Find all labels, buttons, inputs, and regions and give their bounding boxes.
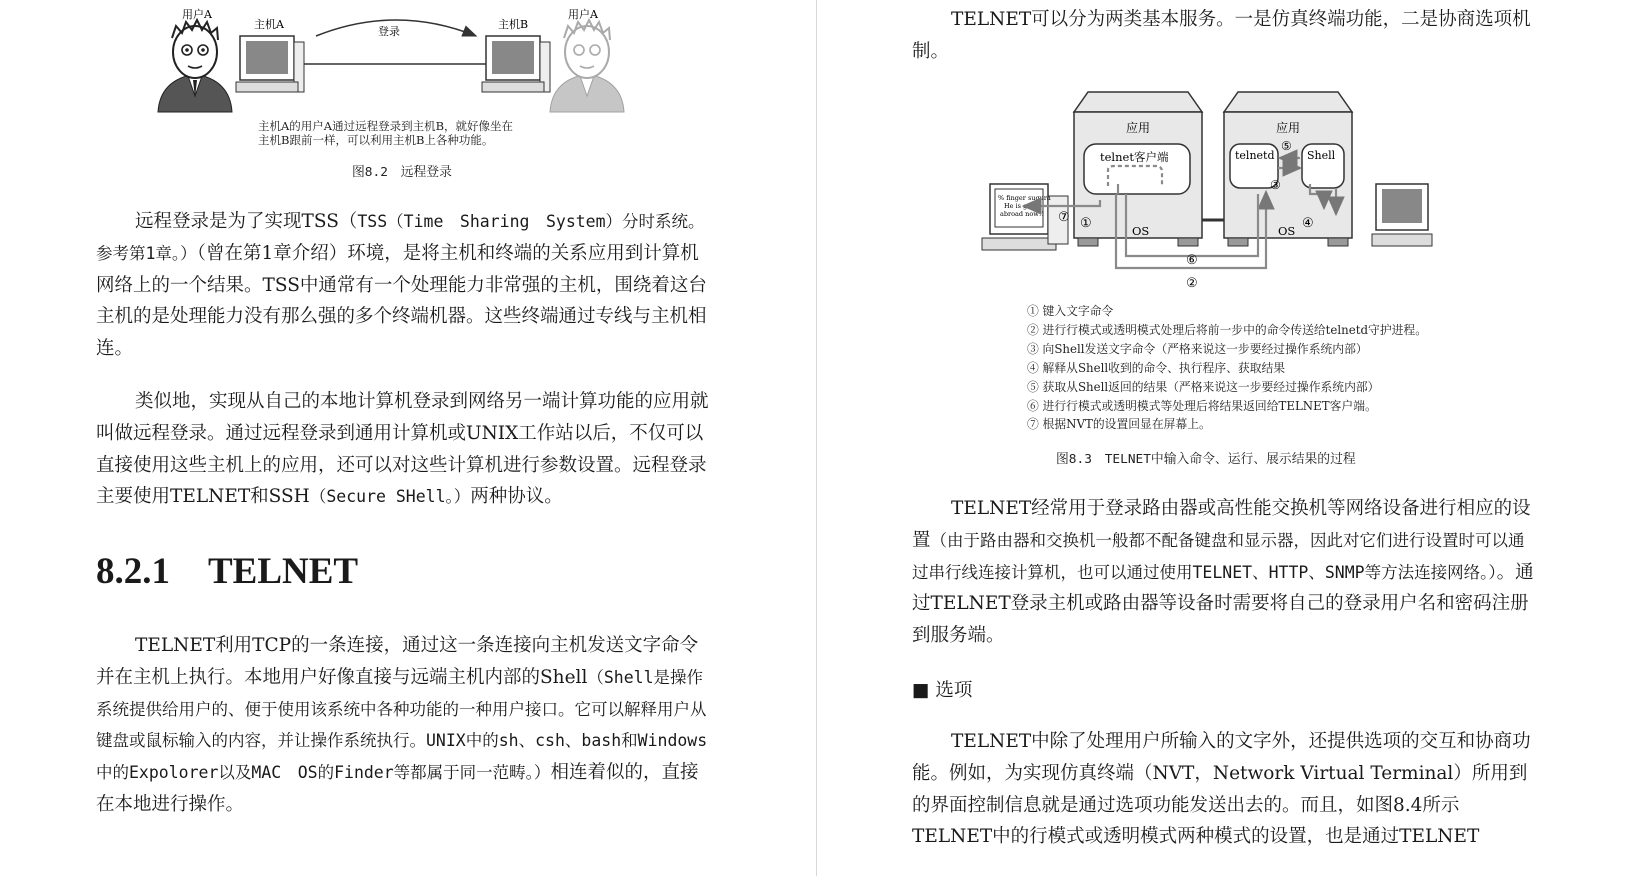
section-heading bbox=[96, 550, 358, 593]
label-app-left: 应用 bbox=[1126, 121, 1151, 135]
screen-line-1: % finger sugura bbox=[998, 194, 1051, 202]
user-a-icon bbox=[158, 20, 232, 112]
section-number: 8.2.1 bbox=[96, 551, 170, 592]
label-host-b: 主机B bbox=[498, 18, 529, 31]
para1-footnote: TSS（Time Sharing System）分时系统。参考第1章。） bbox=[96, 212, 705, 263]
para-usage-footnote: （由于路由器和交换机一般都不配备键盘和显示器，因此对它们进行设置时可以通过串行线连接计算机，也可以通过使用TELNET、HTTP、SNMP等方法连接网络。） bbox=[912, 530, 1525, 582]
step-marker-4: ④ bbox=[1302, 216, 1314, 231]
note-line-1: 主机A的用户A通过远程登录到主机B，就好像坐在 bbox=[258, 119, 514, 133]
figure-8-3-steps bbox=[1027, 302, 1427, 434]
step-marker-3: ③ bbox=[1270, 178, 1281, 192]
para2-footnote: （Secure SHell。） bbox=[309, 487, 471, 507]
page-divider bbox=[816, 0, 817, 876]
host-b-computer-icon bbox=[482, 36, 550, 92]
step-item: ② 进行行模式或透明模式处理后将前一步中的命令传送给telnetd守护进程。 bbox=[1027, 322, 1428, 337]
figure-8-2-caption: 图8.2 远程登录 bbox=[352, 165, 452, 180]
para3-footnote: （Shell是操作系统提供给用户的、便于使用该系统中各种功能的一种用户接口。它可以解释用户从键盘或鼠标输入的内容，并让操作系统执行。UNIX中的sh、csh、bash和Windows中的Expolorer以及MAC OS的Finder等都属于同一范畴。） bbox=[96, 667, 708, 783]
para2-text-a: 类似地，实现从自己的本地计算机登录到网络另一端计算功能的应用就叫做远程登录。通过远程登录到通用计算机或UNIX工作站以后，不仅可以直接使用这些主机上的应用，还可以对这些计算机进行参数设置。远程登录主要使用TELNET和SSH bbox=[96, 391, 709, 508]
label-app-right: 应用 bbox=[1276, 121, 1301, 135]
figure-8-3-caption: 图8.3 TELNET中输入命令、运行、展示结果的过程 bbox=[1056, 452, 1356, 467]
paragraph-remote-login-tss bbox=[96, 206, 716, 365]
screen-line-2: He is going bbox=[1004, 202, 1042, 210]
step-item: ⑥ 进行行模式或透明模式等处理后将结果返回给TELNET客户端。 bbox=[1027, 398, 1377, 413]
step-marker-6: ⑥ bbox=[1186, 253, 1198, 268]
subheading-options: ■ 选项 bbox=[912, 680, 973, 701]
paragraph-telnet-options: TELNET中除了处理用户所输入的文字外，还提供选项的交互和协商功能。例如，为实现仿真终端（NVT，Network Virtual Terminal）所用到的界面控制信息就是通过选项功能发送出去的。而且，如图8.4所示TELNET中的行模式或透明模式两种模式的设置，也是通过TELNET bbox=[912, 731, 1531, 848]
host-a-computer-icon bbox=[236, 36, 304, 92]
para-usage-text-c: 。通过TELNET登录主机或路由器等设备时需要将自己的登录用户名和密码注册到服务端。 bbox=[912, 561, 1534, 647]
note-line-2: 主机B跟前一样，可以利用主机B上各种功能。 bbox=[258, 133, 494, 147]
client-server-box bbox=[1074, 92, 1202, 246]
figure-8-2 bbox=[150, 0, 670, 118]
label-host-a: 主机A bbox=[254, 18, 284, 31]
user-a-remote-icon bbox=[550, 20, 624, 112]
figure-8-2-note bbox=[258, 119, 513, 147]
step-item: ④ 解释从Shell收到的命令、执行程序、获取结果 bbox=[1027, 360, 1286, 375]
para1-text-a: 远程登录是为了实现TSS（ bbox=[135, 211, 358, 232]
label-os-left: OS bbox=[1132, 224, 1150, 238]
para3-text-c: 相连着似的，直接在本地进行操作。 bbox=[96, 762, 699, 815]
paragraph-telnet-intro bbox=[96, 630, 716, 821]
step-marker-7: ⑦ bbox=[1058, 210, 1070, 225]
step-item: ① 键入文字命令 bbox=[1027, 304, 1114, 318]
step-item: ⑤ 获取从Shell返回的结果（严格来说这一步要经过操作系统内部） bbox=[1027, 379, 1380, 394]
label-user-a: 用户A bbox=[182, 8, 212, 21]
figure-8-3 bbox=[980, 88, 1470, 300]
paragraph-telnet-services: TELNET可以分为两类基本服务。一是仿真终端功能，二是协商选项机制。 bbox=[912, 9, 1531, 62]
host-monitor-icon bbox=[1372, 184, 1432, 246]
para3-text-a: TELNET利用TCP的一条连接，通过这一条连接向主机发送文字命令并在主机上执行。本地用户好像直接与远端主机内部的Shell bbox=[96, 635, 699, 688]
step-item: ⑦ 根据NVT的设置回显在屏幕上。 bbox=[1027, 417, 1211, 432]
label-user-a-remote: 用户A bbox=[568, 8, 598, 21]
para1-text-b: （曾在第1章介绍）环境，是将主机和终端的关系应用到计算机网络上的一个结果。TSS中通常有一个处理能力非常强的主机，围绕着这台主机的是处理能力没有那么强的多个终端机器。这些终端通过专线与主机相连。 bbox=[96, 242, 707, 360]
step-item: ③ 向Shell发送文字命令（严格来说这一步要经过操作系统内部） bbox=[1027, 341, 1368, 356]
section-title: TELNET bbox=[208, 551, 359, 592]
step-marker-2: ② bbox=[1186, 276, 1198, 291]
step-marker-5: ⑤ bbox=[1281, 139, 1292, 153]
label-os-right: OS bbox=[1278, 224, 1296, 238]
paragraph-remote-login-def bbox=[96, 386, 716, 513]
label-shell: Shell bbox=[1307, 149, 1336, 162]
step-marker-1: ① bbox=[1080, 216, 1092, 231]
para-usage-text-a: TELNET经常用于登录路由器或高性能交换机等网络设备进行相应的设置 bbox=[912, 498, 1531, 551]
para2-text-c: 两种协议。 bbox=[470, 486, 563, 508]
paragraph-telnet-usage bbox=[912, 493, 1534, 652]
label-telnet-client: telnet客户端 bbox=[1100, 150, 1169, 164]
label-telnetd: telnetd bbox=[1235, 149, 1275, 162]
screen-line-3: abroad now!! bbox=[1000, 210, 1045, 218]
label-login: 登录 bbox=[378, 25, 400, 38]
